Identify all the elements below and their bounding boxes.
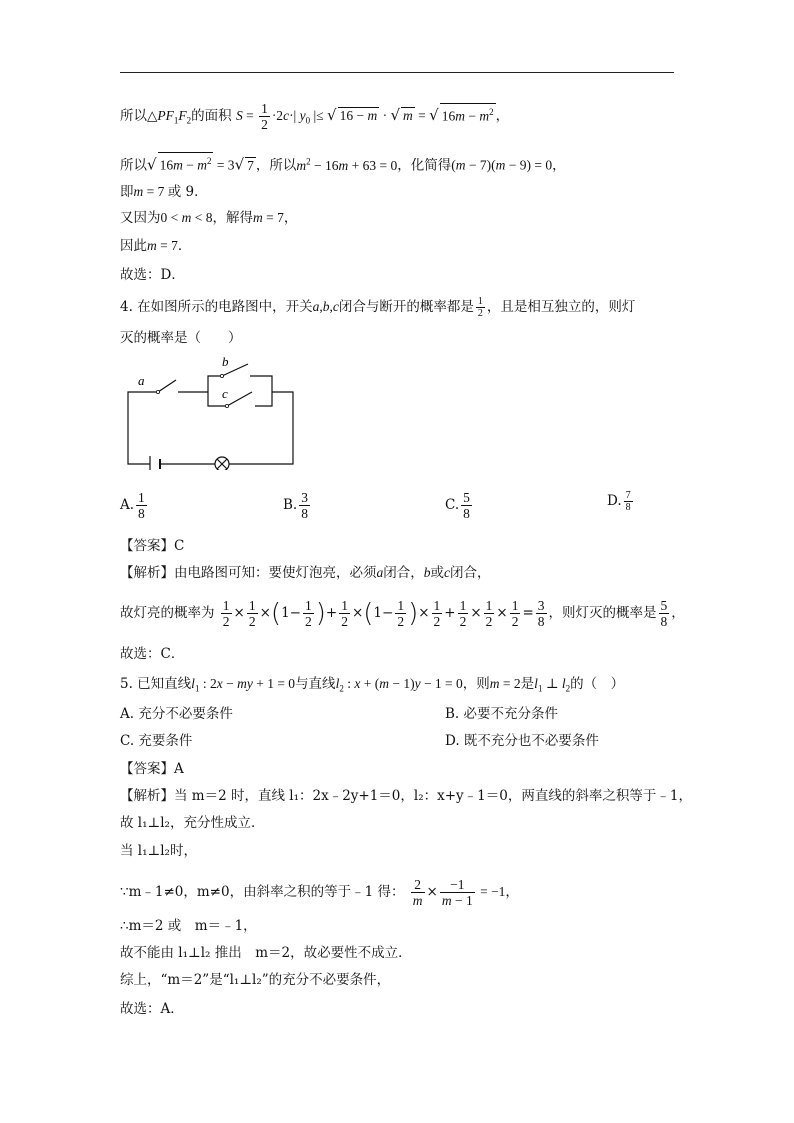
constraint-line: 又因为0 < m < 8，解得m = 7， — [120, 210, 298, 226]
q4-option-a[interactable]: A. $\frac{1}{8}$ — [120, 490, 145, 521]
choose-d: 故选：D． — [120, 267, 185, 283]
equation-line: 所以√ $16m - m^2 = 3√$ 7 ，所以$m^2 - 16m + 63 = 0$，化简得(m − 7)(m − 9) = 0， — [120, 152, 566, 175]
label-a: a — [138, 373, 145, 388]
q4-probability: 故灯亮的概率为 $\frac{1}{2}$ × $\frac{1}{2}$ ×(1− $\frac{1}{2}$ )+ $\frac{1}{2}$ ×(1− $\frac{1}{2}$ )× $\frac{1}{2}$ + $\frac{1}{2}$ × $\frac{1}{2}$ × $\frac{1}{2}$ = $\frac{3}{8}$ ，则灯灭的概率是 $\frac{5}{8}$ ， — [120, 598, 685, 629]
q5-analysis-7: 综上，“m＝2”是“l₁⊥l₂”的充分不必要条件， — [120, 972, 391, 988]
q5-answer: 【答案】A — [120, 761, 184, 777]
q4-option-d[interactable]: D. $\frac{7}{8}$ — [607, 490, 631, 513]
q4-option-b[interactable]: B. $\frac{3}{8}$ — [283, 490, 308, 521]
choose-c: 故选：C． — [120, 646, 185, 662]
result-line: 即m = 7 或 9． — [120, 184, 208, 200]
q5-analysis-4: ∵m﹣1≠0，m≠0，由斜率之积的等于﹣1 得： $\frac{2}{m}$ × $\frac{-1}{m - 1}$ = −1， — [120, 877, 519, 908]
q4-analysis: 【解析】由电路图可知：要使灯泡亮，必须a闭合，b或c闭合， — [120, 565, 491, 581]
q5-option-b[interactable]: B. 必要不充分条件 — [445, 706, 559, 722]
header-rule — [120, 72, 674, 73]
branch-right — [250, 376, 272, 406]
q5-analysis-3: 当 l₁⊥l₂时， — [120, 843, 197, 859]
q5-stem: 5. 已知直线$l_1$ : 2x − my + 1 = 0与直线$l_2$ : x + (m − 1)y − 1 = 0，则m = 2是$l_1$ ⊥ $l_2$的（ ） — [120, 676, 625, 694]
choose-a: 故选：A． — [120, 1001, 184, 1017]
switch-c — [227, 392, 252, 406]
q4-option-c[interactable]: C. $\frac{5}{8}$ — [445, 490, 470, 521]
q5-analysis-2: 故 l₁⊥l₂，充分性成立． — [120, 815, 265, 831]
wire-right — [229, 392, 293, 464]
label-b: b — [222, 354, 229, 369]
conclusion-line: 因此m = 7． — [120, 238, 192, 254]
q5-analysis-1: 【解析】当 m＝2 时，直线 l₁：2x﹣2y+1＝0，l₂：x+y﹣1＝0，两直线的斜率之积等于﹣1， — [120, 788, 692, 804]
branch-top-left — [208, 376, 222, 392]
wire-left — [128, 392, 158, 464]
q5-option-a[interactable]: A. 充分不必要条件 — [120, 706, 233, 722]
q5-analysis-6: 故不能由 l₁⊥l₂ 推出 m＝2，故必要性不成立． — [120, 945, 412, 961]
circuit-diagram — [120, 350, 300, 470]
q5-option-d[interactable]: D. 既不充分也不必要条件 — [445, 733, 599, 749]
label-c: c — [222, 386, 228, 401]
q5-analysis-5: ∴m＝2 或 m＝﹣1， — [120, 918, 257, 934]
q5-option-c[interactable]: C. 充要条件 — [120, 733, 193, 749]
q4-stem-line1: 4. 在如图所示的电路图中，开关a,b,c闭合与断开的概率都是 $\frac{1}{2}$ ，且是相互独立的，则灯 — [120, 296, 636, 319]
q4-stem-line2: 灭的概率是（ ） — [120, 330, 242, 346]
switch-a — [158, 380, 176, 392]
q4-answer: 【答案】C — [120, 538, 185, 554]
area-line: 所以$\triangle PF_1F_2$的面积 S = $\frac{1}{2}$ ·2c·| $y_0$ |≤ √ 16 − m · √ m = √ $16m - m^2$ ， — [120, 101, 510, 132]
